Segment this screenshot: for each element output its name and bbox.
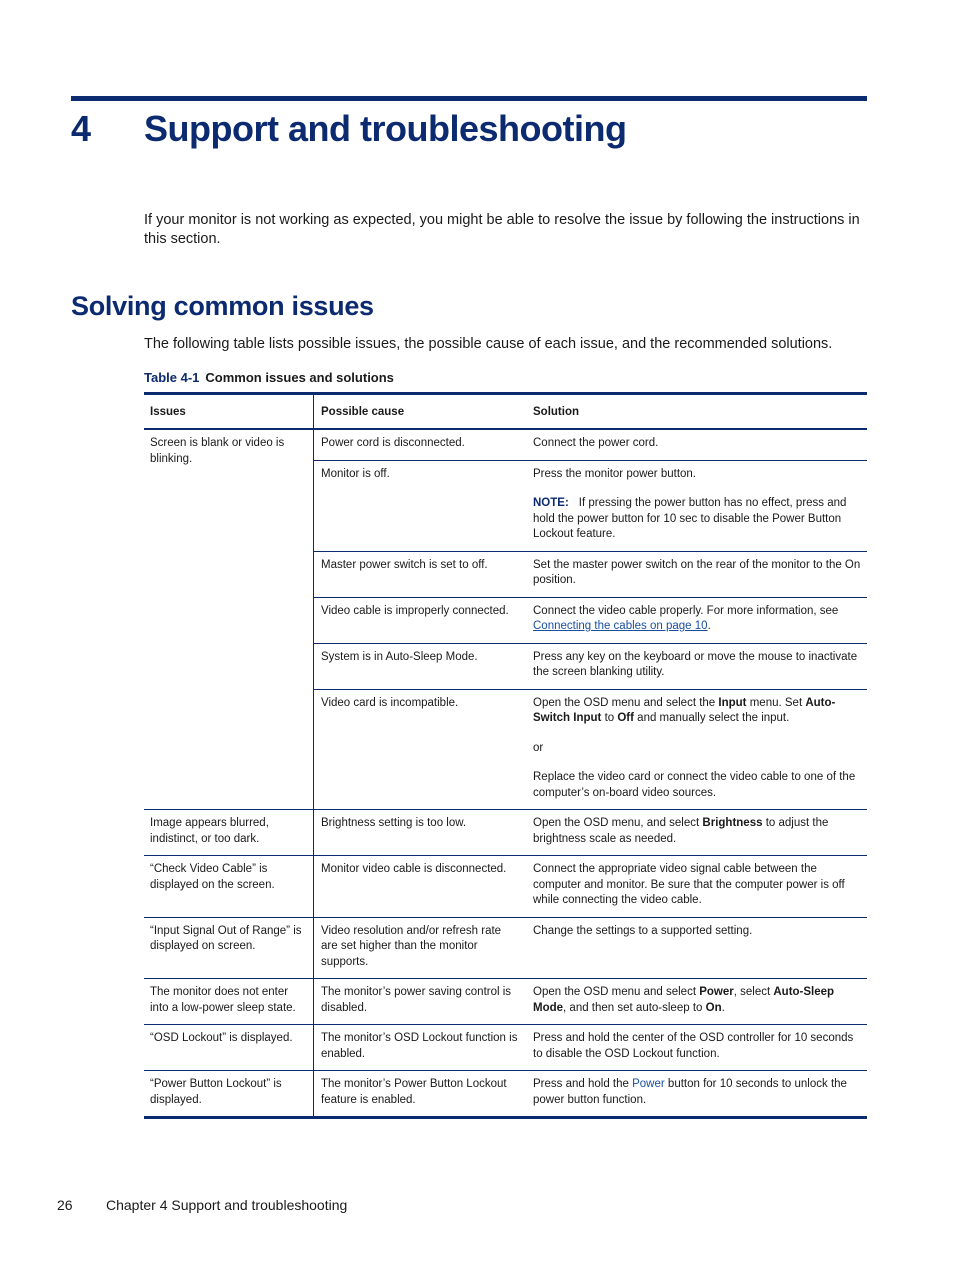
table-row [314, 810, 867, 855]
solution-end: . [707, 620, 711, 632]
text-part: to adjust the brightness scale as needed. [533, 817, 829, 845]
cause-cell: System is in Auto-Sleep Mode. [321, 650, 478, 663]
table-row [314, 644, 867, 690]
footer-text: Chapter 4 Support and troubleshooting [106, 1197, 348, 1213]
table-row-group [144, 810, 867, 856]
solution-text: Press the monitor power button. [533, 467, 696, 480]
bold-part: Auto-Sleep Mode [533, 986, 835, 1014]
bold-part: On [705, 1001, 722, 1014]
table-caption-label: Table 4-1 [144, 370, 200, 385]
note-text: If pressing the power button has no effect, press and hold the power button for 10 sec to disable the Power Button Lockout feature. [533, 497, 847, 540]
section-title: Solving common issues [71, 291, 374, 321]
text-part: Open the OSD menu, and select [533, 817, 700, 829]
header-solution: Solution [533, 406, 579, 418]
solution-cell [527, 1077, 867, 1108]
table-row-group [144, 1071, 867, 1116]
table-row [314, 856, 867, 917]
solution-cell: Change the settings to a supported setting. [533, 924, 753, 937]
table-row [314, 430, 867, 461]
cause-cell: Video cable is improperly connected. [321, 604, 509, 617]
table-row [314, 918, 867, 979]
cause-cell: Monitor video cable is disconnected. [321, 863, 507, 875]
solution-text: Connect the video cable properly. For more information, see [533, 604, 839, 617]
cause-cell: The monitor’s Power Button Lockout feature is enabled. [321, 1078, 507, 1106]
issue-cell: The monitor does not enter into a low-power sleep state. [144, 979, 314, 1024]
note-block [533, 496, 861, 543]
table-caption-text: Common issues and solutions [205, 370, 394, 385]
cause-cell: The monitor’s power saving control is disabled. [321, 986, 512, 1014]
bold-part: Input [718, 696, 747, 709]
bold-part: Brightness [702, 817, 763, 829]
cause-cell: The monitor’s OSD Lockout function is enabled. [321, 1032, 518, 1060]
table-row [314, 552, 867, 598]
text-part: menu. Set [749, 696, 803, 709]
cause-cell: Video card is incompatible. [321, 696, 459, 709]
alt-solution: Replace the video card or connect the video cable to one of the computer’s on-board video sources. [533, 771, 856, 799]
text-part: , and then set auto-sleep to [563, 1001, 703, 1014]
issue-cell: “OSD Lockout” is displayed. [144, 1025, 314, 1070]
table-header-row [144, 395, 867, 430]
cause-cell: Power cord is disconnected. [321, 437, 465, 449]
solution-cell [527, 604, 867, 635]
section-paragraph: The following table lists possible issues, the possible cause of each issue, and the recommended solutions. [144, 336, 833, 352]
text-part: button for 10 seconds to unlock the power button function. [533, 1078, 847, 1106]
table-row-group [144, 979, 867, 1025]
bold-part: Off [617, 712, 634, 724]
table-caption [144, 370, 394, 385]
power-label: Power [632, 1078, 665, 1090]
note-label: NOTE: [533, 497, 569, 509]
or-text: or [533, 741, 544, 754]
solution-cell: Press any key on the keyboard or move the mouse to inactivate the screen blanking utility. [533, 650, 858, 678]
chapter-title: Support and troubleshooting [144, 108, 627, 149]
solution-cell [527, 816, 867, 847]
text-part: , select [733, 986, 771, 998]
table-row-group [144, 1025, 867, 1071]
cause-cell: Monitor is off. [321, 467, 390, 480]
header-issues: Issues [144, 395, 314, 428]
solution-text [533, 696, 861, 727]
solution-cell [527, 985, 867, 1016]
connecting-cables-link[interactable]: Connecting the cables on page 10 [533, 620, 708, 632]
table-row-group [144, 918, 867, 980]
issue-cell: Screen is blank or video is blinking. [144, 430, 314, 809]
intro-paragraph: If your monitor is not working as expected, you might be able to resolve the issue by following the instructions in this section. [144, 212, 860, 247]
solution-cell: Connect the appropriate video signal cable between the computer and monitor. Be sure that the computer power is off while connecting the video cable. [533, 863, 845, 906]
solution-cell [527, 696, 867, 802]
cause-cell: Master power switch is set to off. [321, 558, 488, 571]
text-part: Open the OSD menu and select [533, 986, 697, 998]
header-cause: Possible cause [321, 406, 405, 418]
table-row [314, 979, 867, 1024]
cause-cell: Video resolution and/or refresh rate are set higher than the monitor supports. [321, 924, 502, 968]
cause-cell: Brightness setting is too low. [321, 817, 467, 829]
issue-cell: “Input Signal Out of Range” is displayed on screen. [144, 918, 314, 979]
issue-cell: “Power Button Lockout” is displayed. [144, 1071, 314, 1116]
issue-cell: Image appears blurred, indistinct, or too dark. [144, 810, 314, 855]
text-part: Press and hold the [533, 1078, 629, 1090]
table-row [314, 1025, 867, 1070]
issues-table [144, 392, 867, 1119]
bold-part: Auto-Switch Input [533, 696, 836, 724]
solution-cell: Press and hold the center of the OSD controller for 10 seconds to disable the OSD Lockout function. [533, 1032, 854, 1060]
table-row [314, 461, 867, 552]
text-part: . [721, 1001, 725, 1014]
bold-part: Power [699, 986, 734, 998]
table-row-group [144, 430, 867, 810]
table-row [314, 1071, 867, 1116]
table-row [314, 690, 867, 810]
solution-cell [527, 467, 867, 543]
text-part: Open the OSD menu and select the [533, 696, 716, 709]
text-part: and manually select the input. [637, 712, 790, 724]
table-row [314, 598, 867, 644]
chapter-number: 4 [71, 108, 92, 149]
text-part: to [604, 712, 615, 724]
issue-cell: “Check Video Cable” is displayed on the screen. [144, 856, 314, 917]
chapter-rule [71, 96, 867, 101]
page-number: 26 [57, 1197, 73, 1213]
table-row-group [144, 856, 867, 918]
solution-cell: Set the master power switch on the rear of the monitor to the On position. [533, 558, 861, 586]
solution-cell: Connect the power cord. [533, 437, 659, 449]
